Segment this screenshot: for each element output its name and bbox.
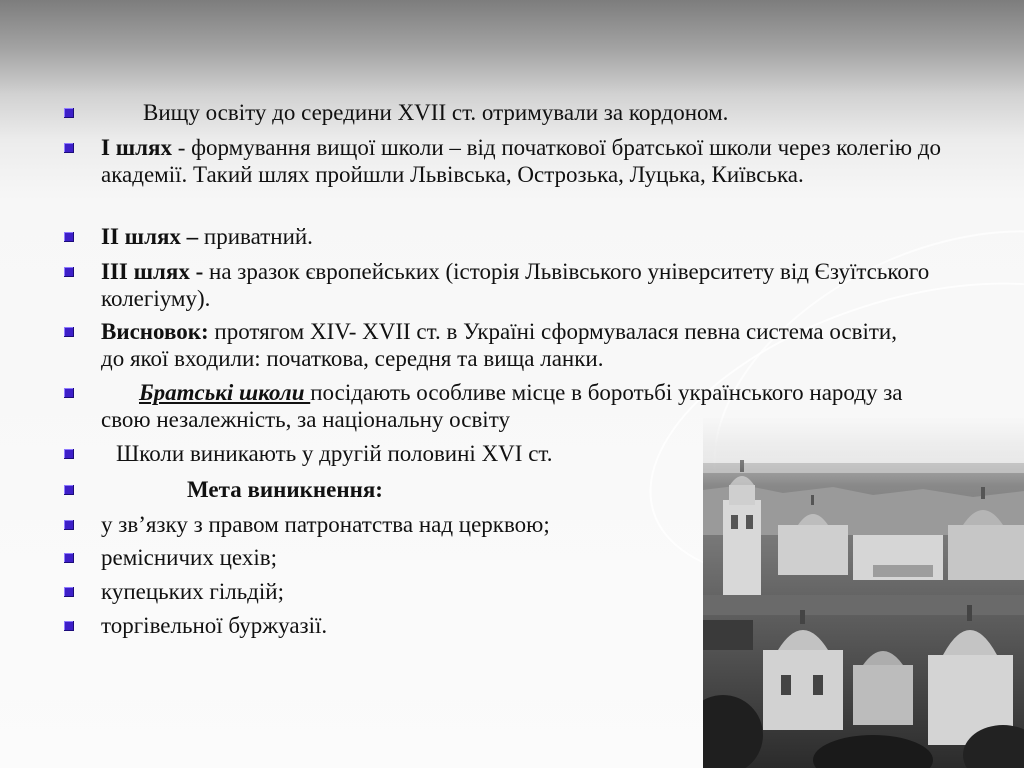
item-text	[101, 318, 901, 372]
item-bold-label: І шлях	[101, 135, 172, 160]
bullet-square-icon	[64, 553, 74, 563]
item-text: торгівельної буржуазії.	[101, 613, 328, 638]
item-bold-label: ІІ шлях –	[101, 224, 199, 249]
item-bold-label: Висновок:	[101, 319, 209, 344]
bullet-square-icon	[64, 587, 74, 597]
item-text: протягом XIV- XVII ст. в Україні сформувалася певна система освіти, до якої входили: початкова, середня та вища ланки.	[101, 319, 897, 371]
bullet-square-icon	[64, 388, 74, 398]
bullet-square-icon	[64, 327, 74, 337]
bullet-square-icon	[64, 108, 74, 118]
bullet-square-icon	[64, 621, 74, 631]
item-text: на зразок європейських (історія Львівського університету від Єзуїтського колегіуму).	[101, 259, 930, 311]
item-text: ремісничих цехів;	[101, 545, 277, 570]
item-bold-label: Братські школи	[139, 380, 311, 405]
bullet-square-icon	[64, 520, 74, 530]
item-text	[101, 223, 961, 250]
item-text	[101, 379, 951, 433]
item-text: приватний.	[198, 224, 313, 249]
bullet-square-icon	[64, 143, 74, 153]
item-bold-label: Мета виникнення:	[187, 477, 383, 502]
bullet-square-icon	[64, 232, 74, 242]
bullet-square-icon	[64, 267, 74, 277]
item-text: Вищу освіту до середини XVII ст. отримували за кордоном.	[143, 100, 729, 125]
item-text	[101, 134, 961, 188]
item-text: купецьких гільдій;	[101, 579, 284, 604]
item-text	[187, 476, 1024, 503]
item-text: у зв’язку з правом патронатства над церквою;	[101, 512, 550, 537]
bullet-square-icon	[64, 485, 74, 495]
item-text: - формування вищої школи – від початкової братської школи через колегію до академії. Такий шлях пройшли Львівська, Острозька, Луцька, Київська.	[101, 135, 942, 187]
item-text: посідають особливе місце в боротьбі українського народу за свою незалежність, за національну освіту	[101, 380, 903, 432]
item-text: Школи виникають у другій половині XVI ст.	[116, 441, 553, 466]
item-text	[101, 258, 961, 312]
item-bold-label: ІІІ шлях -	[101, 259, 204, 284]
bullet-square-icon	[64, 449, 74, 459]
